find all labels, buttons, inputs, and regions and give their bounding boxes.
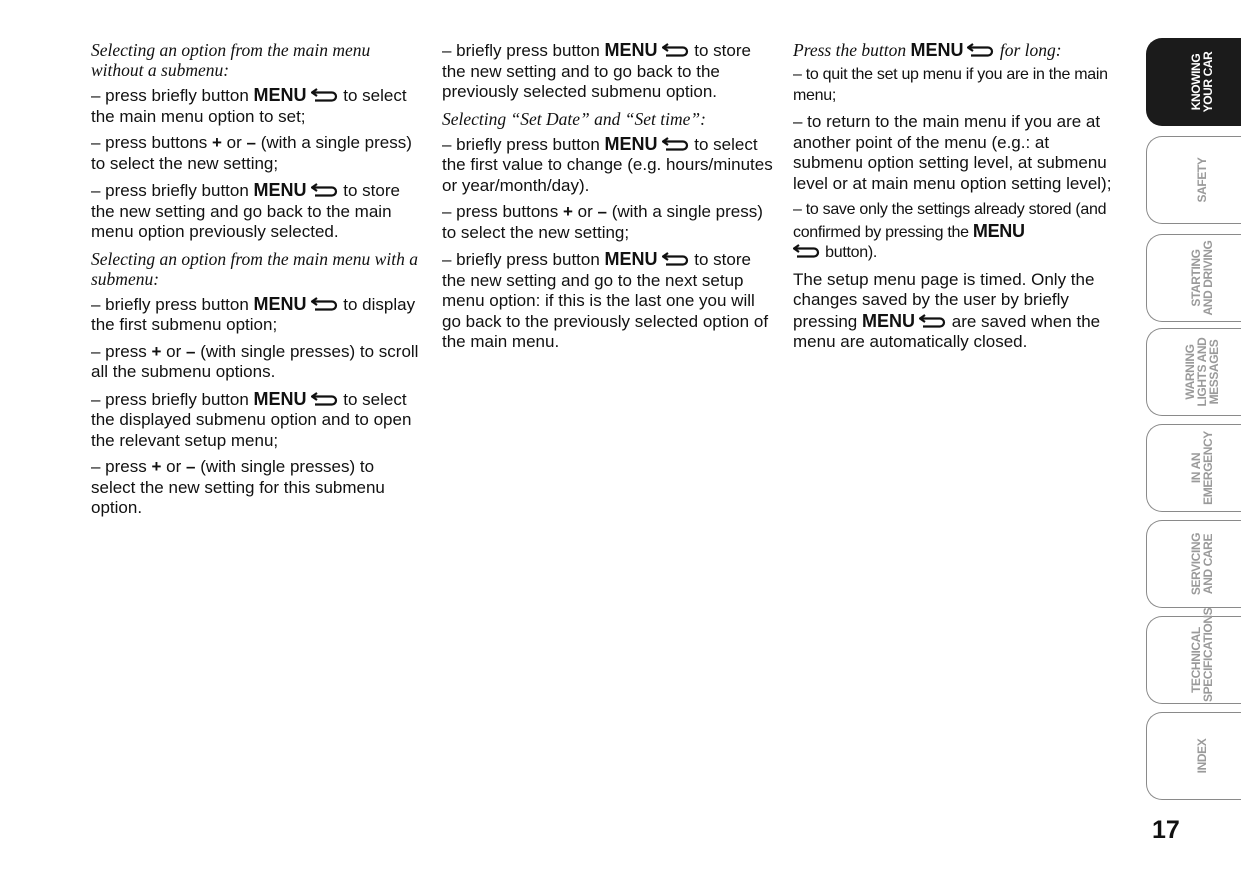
return-arrow-icon — [662, 252, 690, 266]
column-1 — [91, 40, 421, 525]
instruction-step: – press buttons + or – (with a single press) to select the new setting; — [91, 133, 412, 173]
column-2 — [442, 40, 777, 359]
return-arrow-icon — [311, 88, 339, 102]
return-arrow-icon — [311, 183, 339, 197]
section-heading: Selecting an option from the main menu without a submenu: — [91, 40, 371, 80]
tab-label: TECHNICAL SPECIFICATIONS — [1188, 607, 1215, 702]
return-arrow-icon — [967, 43, 995, 57]
tab-label: INDEX — [1194, 738, 1209, 774]
minus-symbol: – — [246, 133, 256, 152]
instruction-step: – press briefly button MENU to select the main menu option to set; — [91, 85, 407, 126]
instruction-step: – briefly press button MENU to select the first value to change (e.g. hours/minutes or year/month/day). — [442, 133, 773, 195]
instruction-step: – press + or – (with single presses) to scroll all the submenu options. — [91, 341, 419, 381]
return-arrow-icon — [919, 314, 947, 328]
tab-label: KNOWING YOUR CAR — [1188, 51, 1215, 113]
return-arrow-icon — [793, 244, 821, 258]
tab-label: WARNING LIGHTS AND MESSAGES — [1182, 337, 1221, 407]
menu-key-label: MENU — [910, 40, 964, 60]
plus-symbol: + — [151, 457, 162, 476]
column-3 — [793, 40, 1118, 359]
minus-symbol: – — [186, 457, 196, 476]
instruction-step: – to return to the main menu if you are at another point of the menu (e.g.: at submenu option setting level, at submenu level or at main menu option setting level); — [793, 112, 1112, 193]
tab-warning-lights[interactable] — [1146, 328, 1241, 416]
instruction-step: – press briefly button MENU to select the displayed submenu option and to open the relevant setup menu; — [91, 388, 412, 450]
menu-key-label: MENU — [862, 310, 915, 331]
menu-key-label: MENU — [253, 85, 307, 105]
instruction-step: – press briefly button MENU to store the new setting and go back to the main menu option previously selected. — [91, 180, 400, 241]
chapter-tabs — [1146, 38, 1241, 810]
menu-key-label: MENU — [253, 180, 307, 200]
menu-key-label: MENU — [604, 40, 658, 60]
page-number: 17 — [1152, 816, 1180, 844]
instruction-step: – press buttons + or – (with a single press) to select the new setting; — [442, 202, 763, 242]
tab-starting-and-driving[interactable] — [1146, 234, 1241, 322]
menu-key-label: MENU — [604, 249, 658, 269]
instruction-step: – press + or – (with single presses) to select the new setting for this submenu option. — [91, 457, 385, 517]
minus-symbol: – — [186, 341, 196, 361]
return-arrow-icon — [662, 43, 690, 57]
tab-label: SERVICING AND CARE — [1188, 532, 1215, 596]
plus-symbol: + — [562, 202, 573, 221]
tab-servicing-and-care[interactable] — [1146, 520, 1241, 608]
tab-label: SAFETY — [1194, 157, 1209, 203]
instruction-step: – to save only the settings already stored (and confirmed by pressing the MENU button). — [793, 201, 1107, 261]
instruction-step: – briefly press button MENU to store the new setting and go to the next setup menu option: if this is the last one you will go back to the previously selected option of the main menu. — [442, 249, 769, 351]
tab-label: IN AN EMERGENCY — [1188, 431, 1215, 505]
section-heading: Selecting “Set Date” and “Set time”: — [442, 108, 706, 129]
instruction-step: – to quit the set up menu if you are in the main menu; — [793, 66, 1108, 104]
menu-key-label: MENU — [253, 293, 307, 314]
tab-safety[interactable] — [1146, 136, 1241, 224]
body-paragraph: The setup menu page is timed. Only the changes saved by the user by briefly pressing MENU are saved when the menu are automatically closed. — [793, 269, 1101, 351]
return-arrow-icon — [662, 137, 690, 151]
plus-symbol: + — [211, 133, 222, 152]
section-heading: Selecting an option from the main menu with a submenu: — [91, 248, 418, 289]
tab-technical-specifications[interactable] — [1146, 607, 1241, 704]
menu-key-label: MENU — [972, 220, 1025, 241]
tab-label: STARTING AND DRIVING — [1188, 240, 1215, 316]
menu-key-label: MENU — [604, 133, 658, 154]
section-heading: Press the button MENU for long: — [793, 40, 1062, 60]
minus-symbol: – — [597, 202, 607, 221]
tab-knowing-your-car[interactable] — [1146, 38, 1241, 126]
tab-in-an-emergency[interactable] — [1146, 424, 1241, 512]
tab-index[interactable] — [1146, 712, 1241, 800]
instruction-step: – briefly press button MENU to store the new setting and to go back to the previously selected submenu option. — [442, 40, 751, 101]
menu-key-label: MENU — [253, 388, 307, 409]
return-arrow-icon — [311, 297, 339, 311]
instruction-step: – briefly press button MENU to display the first submenu option; — [91, 293, 416, 334]
return-arrow-icon — [311, 392, 339, 406]
plus-symbol: + — [151, 341, 162, 361]
